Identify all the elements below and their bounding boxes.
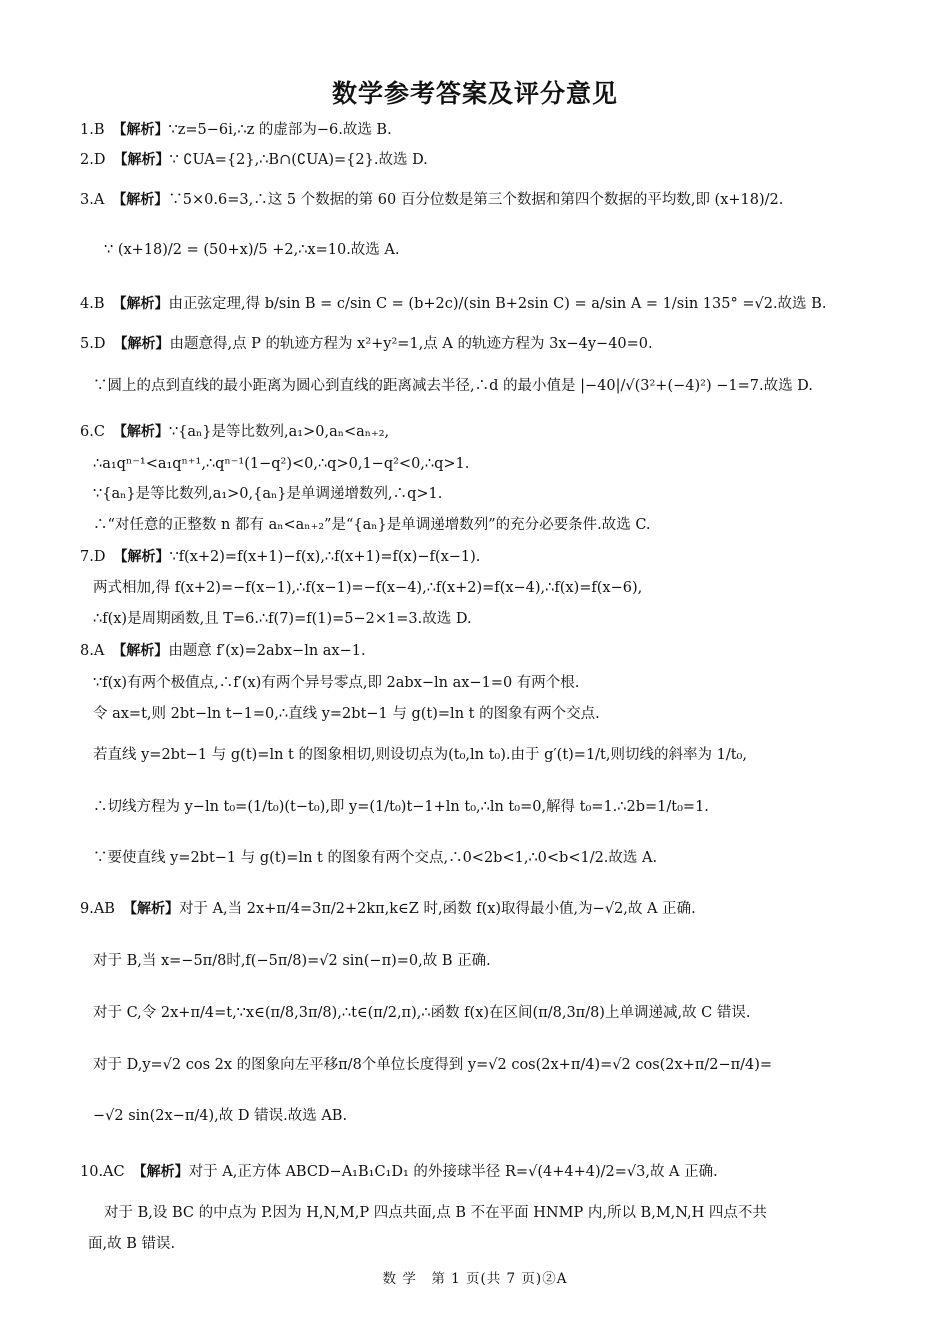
- analysis-tag: 【解析】: [122, 901, 179, 917]
- answer-line: [93, 671, 893, 695]
- answer-number: 6.C: [80, 424, 105, 440]
- solution-text: 由题意得,点 P 的轨迹方程为 x²+y²=1,点 A 的轨迹方程为 3x−4y−40=0.: [169, 336, 653, 352]
- analysis-tag: 【解析】: [113, 336, 170, 352]
- answer-number: 7.D: [80, 549, 106, 565]
- solution-text: 对于 A,当 2x+π/4=3π/2+2kπ,k∈Z 时,函数 f(x)取得最小值,为−√2,故 A 正确.: [178, 901, 696, 917]
- answer-item: [80, 332, 880, 356]
- answer-line: [93, 482, 893, 506]
- answer-line: [93, 949, 893, 973]
- analysis-tag: 【解析】: [112, 192, 169, 208]
- answer-item: [80, 639, 880, 663]
- analysis-tag: 【解析】: [112, 122, 169, 138]
- solution-text: 若直线 y=2bt−1 与 g(t)=ln t 的图象相切,则设切点为(t₀,ln t₀).由于 g′(t)=1/t,则切线的斜率为 1/t₀,: [93, 747, 747, 763]
- solution-text: 两式相加,得 f(x+2)=−f(x−1),∴f(x−1)=−f(x−4),∴f(x+2)=f(x−4),∴f(x)=f(x−6),: [93, 580, 643, 596]
- solution-text: ∴切线方程为 y−ln t₀=(1/t₀)(t−t₀),即 y=(1/t₀)t−1+ln t₀,∴ln t₀=0,解得 t₀=1.∴2b=1/t₀=1.: [93, 799, 709, 815]
- analysis-tag: 【解析】: [112, 296, 169, 312]
- answer-item: [80, 292, 880, 316]
- answer-item: [80, 148, 880, 172]
- answer-line: [93, 452, 893, 476]
- page-footer: 数 学 第 1 页(共 7 页)②A: [382, 1271, 568, 1287]
- answer-item: [80, 118, 880, 142]
- solution-text: 对于 B,设 BC 的中点为 P.因为 H,N,M,P 四点共面,点 B 不在平面 HNMP 内,所以 B,M,N,H 四点不共: [104, 1205, 767, 1221]
- page-title: 数学参考答案及评分意见: [331, 79, 618, 108]
- answer-line: [93, 795, 893, 819]
- solution-text: ∵5×0.6=3,∴这 5 个数据的第 60 百分位数是第三个数据和第四个数据的平均数,即 (x+18)/2.: [168, 192, 784, 208]
- answer-line: [93, 1001, 893, 1025]
- answer-line: [93, 374, 893, 398]
- solution-text: ∵z=5−6i,∴z 的虚部为−6.故选 B.: [168, 122, 392, 138]
- answer-line: [104, 1201, 904, 1225]
- answer-number: 1.B: [80, 122, 105, 138]
- analysis-tag: 【解析】: [132, 1164, 189, 1180]
- analysis-tag: 【解析】: [112, 424, 169, 440]
- answer-number: 10.AC: [80, 1164, 125, 1180]
- solution-text: −√2 sin(2x−π/4),故 D 错误.故选 AB.: [93, 1108, 348, 1124]
- answer-number: 2.D: [80, 152, 106, 168]
- solution-text: ∵ (x+18)/2 = (50+x)/5 +2,∴x=10.故选 A.: [104, 242, 400, 258]
- solution-text: ∵f(x+2)=f(x+1)−f(x),∴f(x+1)=f(x)−f(x−1).: [169, 549, 481, 565]
- solution-text: 由题意 f′(x)=2abx−ln ax−1.: [168, 643, 366, 659]
- solution-text: ∴f(x)是周期函数,且 T=6.∴f(7)=f(1)=5−2×1=3.故选 D.: [93, 611, 472, 627]
- answer-number: 8.A: [80, 643, 105, 659]
- answer-item: [80, 897, 880, 921]
- answer-line: [93, 702, 893, 726]
- answer-item: [80, 188, 880, 212]
- solution-text: 对于 A,正方体 ABCD−A₁B₁C₁D₁ 的外接球半径 R=√(4+4+4)/2=√3,故 A 正确.: [188, 1164, 718, 1180]
- solution-text: ∴a₁qⁿ⁻¹<a₁qⁿ⁺¹,∴qⁿ⁻¹(1−q²)<0,∴q>0,1−q²<0,∴q>1.: [93, 456, 470, 472]
- answer-item: [80, 1160, 880, 1184]
- solution-text: 对于 B,当 x=−5π/8时,f(−5π/8)=√2 sin(−π)=0,故 B 正确.: [93, 953, 491, 969]
- solution-text: ∵ ∁UA={2},∴B∩(∁UA)={2}.故选 D.: [169, 152, 428, 168]
- answer-line: [93, 513, 893, 537]
- answer-line: [93, 607, 893, 631]
- solution-text: 令 ax=t,则 2bt−ln t−1=0,∴直线 y=2bt−1 与 g(t)=ln t 的图象有两个交点.: [93, 706, 600, 722]
- answer-line: [93, 1104, 893, 1128]
- analysis-tag: 【解析】: [112, 643, 169, 659]
- solution-text: 由正弦定理,得 b/sin B = c/sin C = (b+2c)/(sin B+2sin C) = a/sin A = 1/sin 135° =√2.故选 B.: [168, 296, 827, 312]
- answer-line: [93, 846, 893, 870]
- solution-text: 面,故 B 错误.: [88, 1236, 176, 1252]
- analysis-tag: 【解析】: [113, 549, 170, 565]
- solution-text: ∵f(x)有两个极值点,∴f′(x)有两个异号零点,即 2abx−ln ax−1=0 有两个根.: [93, 675, 580, 691]
- answer-number: 4.B: [80, 296, 105, 312]
- solution-text: ∵{aₙ}是等比数列,a₁>0,{aₙ}是单调递增数列,∴q>1.: [93, 486, 443, 502]
- solution-text: ∵要使直线 y=2bt−1 与 g(t)=ln t 的图象有两个交点,∴0<2b<1,∴0<b<1/2.故选 A.: [93, 850, 658, 866]
- answer-number: 3.A: [80, 192, 105, 208]
- answer-line: [93, 576, 893, 600]
- answer-line: [104, 238, 904, 262]
- solution-text: 对于 D,y=√2 cos 2x 的图象向左平移π/8个单位长度得到 y=√2 cos(2x+π/4)=√2 cos(2x+π/2−π/4)=: [93, 1057, 773, 1073]
- solution-text: ∴“对任意的正整数 n 都有 aₙ<aₙ₊₂”是“{aₙ}是单调递增数列”的充分必要条件.故选 C.: [93, 517, 651, 533]
- solution-text: 对于 C,令 2x+π/4=t,∵x∈(π/8,3π/8),∴t∈(π/2,π),∴函数 f(x)在区间(π/8,3π/8)上单调递减,故 C 错误.: [93, 1005, 751, 1021]
- answer-line: [93, 1053, 893, 1077]
- analysis-tag: 【解析】: [113, 152, 170, 168]
- answer-number: 5.D: [80, 336, 106, 352]
- answer-item: [80, 545, 880, 569]
- answer-item: [80, 420, 880, 444]
- solution-text: ∵圆上的点到直线的最小距离为圆心到直线的距离减去半径,∴d 的最小值是 |−40|/√(3²+(−4)²) −1=7.故选 D.: [93, 378, 813, 394]
- solution-text: ∵{aₙ}是等比数列,a₁>0,aₙ<aₙ₊₂,: [168, 424, 390, 440]
- answer-line: [88, 1232, 888, 1256]
- answer-number: 9.AB: [80, 901, 115, 917]
- answer-line: [93, 743, 893, 767]
